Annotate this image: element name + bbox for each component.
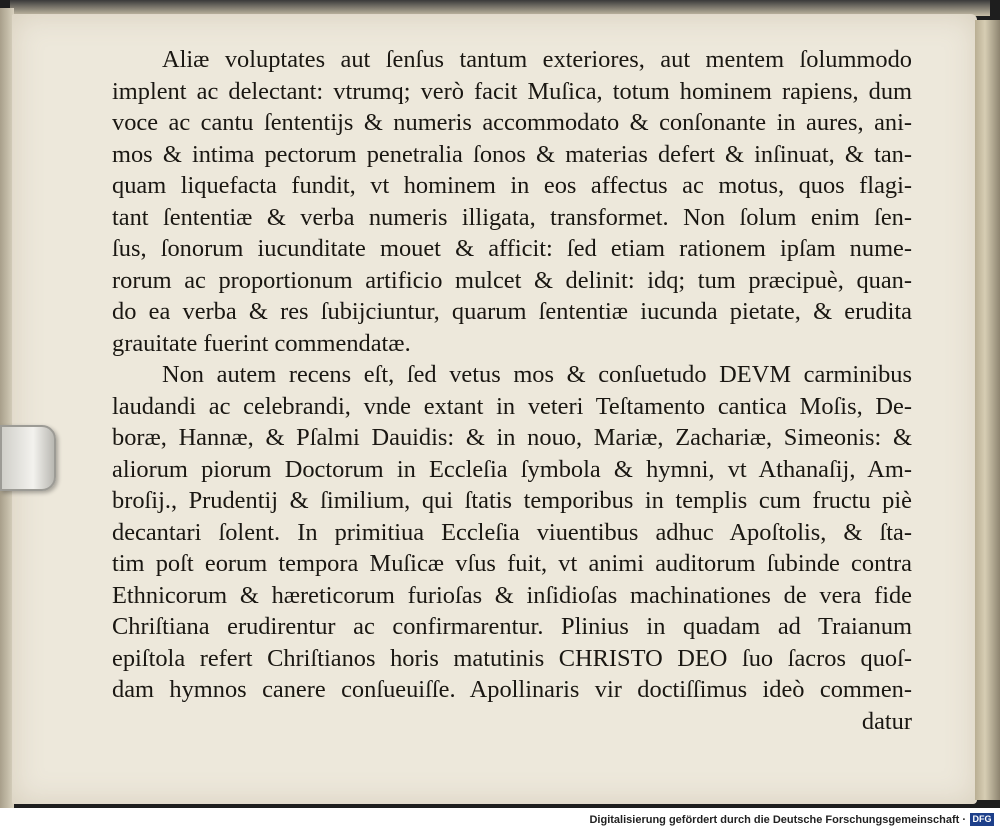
text-line: broſij., Prudentij & ſimilium, qui ſtatis temporibus in templis cum fructu piè bbox=[112, 487, 912, 514]
text-line: aliorum piorum Doctorum in Eccleſia ſymbola & hymni, vt Athanaſij, Am- bbox=[112, 455, 912, 483]
text-line: boræ, Hannæ, & Pſalmi Dauidis: & in nouo, Mariæ, Zachariæ, Simeonis: & bbox=[112, 424, 912, 451]
text-line: Aliæ voluptates aut ſenſus tantum exteriores, aut mentem ſolummodo bbox=[162, 46, 912, 73]
text-line: laudandi ac celebrandi, vnde extant in veteri Teſtamento cantica Moſis, De- bbox=[112, 392, 912, 420]
text-line: Non autem recens eſt, ſed vetus mos & conſuetudo DEVM carminibus bbox=[162, 361, 912, 388]
text-line: decantari ſolent. In primitiua Eccleſia viuentibus adhuc Apoſtolis, & ſta- bbox=[112, 518, 912, 546]
text-line: dam hymnos canere conſueuiſſe. Apollinaris vir doctiſſimus ideò commen- bbox=[112, 676, 912, 703]
page-stack-edge bbox=[975, 20, 1000, 800]
text-line: tim poſt eorum tempora Muſicæ vſus fuit, vt animi auditorum ſubinde contra bbox=[112, 550, 912, 577]
text-line: quam liquefacta fundit, vt hominem in eos affectus ac motus, quos flagi- bbox=[112, 172, 912, 199]
text-line: tant ſententiæ & verba numeris illigata, transformet. Non ſolum enim ſen- bbox=[112, 203, 912, 231]
text-line: rorum ac proportionum artificio mulcet & delinit: idq; tum præcipuè, quan- bbox=[112, 266, 912, 294]
catchword: datur bbox=[861, 707, 912, 735]
text-line: Chriſtiana erudirentur ac confirmarentur. Plinius in quadam ad Traianum bbox=[112, 613, 912, 640]
text-line: Ethnicorum & hæreticorum furioſas & inſidioſas machinationes de vera fide bbox=[112, 581, 912, 609]
text-line: ſus, ſonorum iucunditate mouet & afficit: ſed etiam rationem ipſam nume- bbox=[112, 235, 912, 262]
text-line: do ea verba & res ſubijciuntur, quarum ſententiæ iucunda pietate, & erudita bbox=[112, 298, 912, 325]
clip-marker bbox=[0, 425, 56, 491]
dfg-logo: DFG bbox=[970, 813, 994, 826]
text-line: mos & intima pectorum penetralia ſonos & materias defert & inſinuat, & tan- bbox=[112, 140, 912, 168]
text-line: voce ac cantu ſententijs & numeris accommodato & conſonante in aures, ani- bbox=[112, 109, 912, 136]
text-line: implent ac delectant: vtrumq; verò facit Muſica, totum hominem rapiens, dum bbox=[112, 77, 912, 105]
page-text bbox=[112, 44, 912, 737]
text-line: grauitate fuerint commendatæ. bbox=[112, 329, 411, 357]
digitization-credit: Digitalisierung gefördert durch die Deutsche Forschungsgemeinschaft · bbox=[589, 814, 966, 826]
text-line: epiſtola refert Chriſtianos horis matutinis CHRISTO DEO ſuo ſacros quoſ- bbox=[112, 644, 912, 672]
